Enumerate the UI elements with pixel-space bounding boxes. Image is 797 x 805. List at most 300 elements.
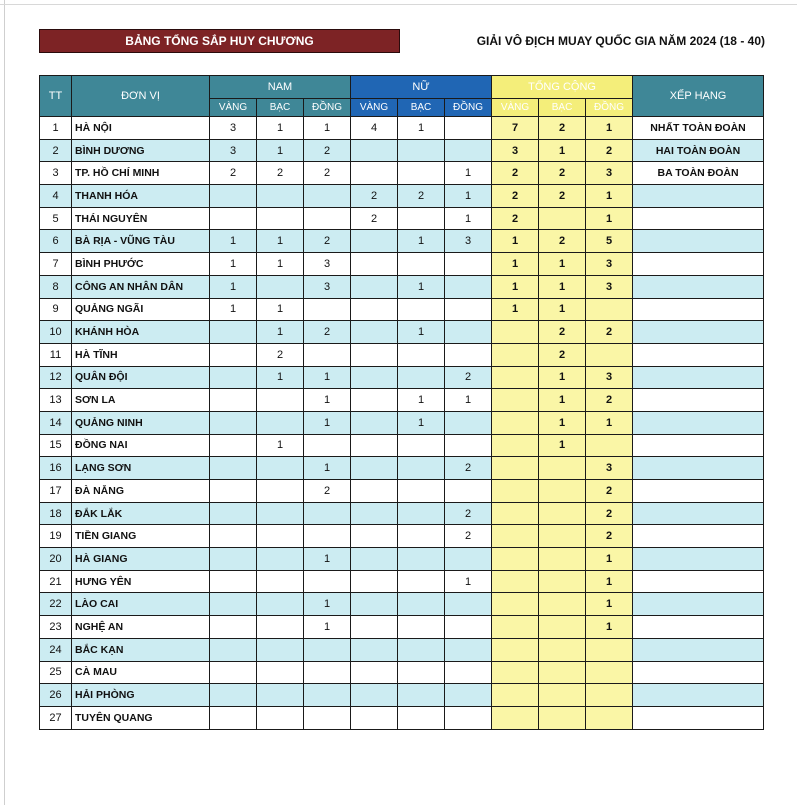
total-silver-cell: 2 [539, 117, 586, 140]
unit-name-cell: KHÁNH HÒA [72, 321, 210, 344]
men-bronze-cell [304, 684, 351, 707]
rank-number-cell: 9 [40, 298, 72, 321]
men-silver-cell [257, 185, 304, 208]
rank-number-cell: 23 [40, 616, 72, 639]
unit-name-cell: CÀ MAU [72, 661, 210, 684]
standing-label-cell [633, 684, 764, 707]
women-bronze-cell [445, 661, 492, 684]
unit-name-cell: SƠN LA [72, 389, 210, 412]
men-gold-cell [210, 616, 257, 639]
men-gold-cell: 3 [210, 117, 257, 140]
women-bronze-cell [445, 684, 492, 707]
total-silver-cell: 2 [539, 343, 586, 366]
men-bronze-cell [304, 502, 351, 525]
total-bronze-cell [586, 638, 633, 661]
table-row [40, 525, 764, 548]
header-women-bronze: ĐỒNG [445, 99, 492, 117]
total-gold-cell [492, 684, 539, 707]
rank-number-cell: 27 [40, 706, 72, 729]
women-bronze-cell: 1 [445, 162, 492, 185]
unit-name-cell: NGHỆ AN [72, 616, 210, 639]
women-gold-cell [351, 275, 398, 298]
men-bronze-cell: 2 [304, 139, 351, 162]
men-silver-cell: 1 [257, 253, 304, 276]
unit-name-cell: LẠNG SƠN [72, 457, 210, 480]
women-silver-cell [398, 593, 445, 616]
women-silver-cell [398, 616, 445, 639]
rank-number-cell: 15 [40, 434, 72, 457]
men-gold-cell [210, 480, 257, 503]
women-bronze-cell [445, 321, 492, 344]
rank-number-cell: 20 [40, 548, 72, 571]
total-silver-cell: 2 [539, 230, 586, 253]
standing-label-cell [633, 480, 764, 503]
women-bronze-cell [445, 343, 492, 366]
women-bronze-cell [445, 480, 492, 503]
medal-standings-table [39, 75, 764, 730]
total-gold-cell [492, 502, 539, 525]
men-gold-cell [210, 593, 257, 616]
total-silver-cell [539, 502, 586, 525]
total-bronze-cell: 3 [586, 253, 633, 276]
total-gold-cell: 2 [492, 207, 539, 230]
total-gold-cell: 7 [492, 117, 539, 140]
unit-name-cell: CÔNG AN NHÂN DÂN [72, 275, 210, 298]
total-bronze-cell: 5 [586, 230, 633, 253]
standing-label-cell [633, 185, 764, 208]
standing-label-cell [633, 638, 764, 661]
women-silver-cell [398, 661, 445, 684]
men-silver-cell [257, 207, 304, 230]
standing-label-cell [633, 570, 764, 593]
women-silver-cell [398, 207, 445, 230]
women-gold-cell [351, 366, 398, 389]
rank-number-cell: 18 [40, 502, 72, 525]
women-bronze-cell [445, 638, 492, 661]
unit-name-cell: BẮC KẠN [72, 638, 210, 661]
men-bronze-cell: 1 [304, 548, 351, 571]
total-silver-cell: 1 [539, 366, 586, 389]
rank-number-cell: 19 [40, 525, 72, 548]
standing-label-cell [633, 321, 764, 344]
page-edge-top [0, 4, 797, 5]
unit-name-cell: QUÂN ĐỘI [72, 366, 210, 389]
men-bronze-cell [304, 570, 351, 593]
women-bronze-cell: 2 [445, 502, 492, 525]
women-bronze-cell: 2 [445, 525, 492, 548]
men-silver-cell [257, 548, 304, 571]
total-bronze-cell: 3 [586, 366, 633, 389]
men-bronze-cell: 3 [304, 275, 351, 298]
men-bronze-cell [304, 298, 351, 321]
women-gold-cell [351, 638, 398, 661]
unit-name-cell: QUẢNG NGÃI [72, 298, 210, 321]
women-silver-cell [398, 480, 445, 503]
total-gold-cell [492, 548, 539, 571]
women-silver-cell [398, 298, 445, 321]
women-bronze-cell [445, 253, 492, 276]
unit-name-cell: HÀ NỘI [72, 117, 210, 140]
men-gold-cell: 1 [210, 230, 257, 253]
unit-name-cell: BÌNH PHƯỚC [72, 253, 210, 276]
men-bronze-cell: 1 [304, 457, 351, 480]
total-gold-cell: 1 [492, 253, 539, 276]
total-bronze-cell [586, 343, 633, 366]
table-row [40, 548, 764, 571]
header-rank: XẾP HẠNG [633, 76, 764, 117]
table-row [40, 593, 764, 616]
total-gold-cell [492, 411, 539, 434]
women-bronze-cell: 2 [445, 366, 492, 389]
standing-label-cell [633, 616, 764, 639]
women-silver-cell [398, 570, 445, 593]
men-gold-cell [210, 525, 257, 548]
men-bronze-cell: 1 [304, 366, 351, 389]
men-gold-cell [210, 434, 257, 457]
women-silver-cell [398, 457, 445, 480]
rank-number-cell: 10 [40, 321, 72, 344]
rank-number-cell: 25 [40, 661, 72, 684]
men-silver-cell: 1 [257, 139, 304, 162]
women-gold-cell [351, 298, 398, 321]
women-silver-cell [398, 638, 445, 661]
women-bronze-cell [445, 434, 492, 457]
men-silver-cell: 1 [257, 434, 304, 457]
men-bronze-cell: 1 [304, 616, 351, 639]
women-gold-cell: 2 [351, 185, 398, 208]
standing-label-cell [633, 706, 764, 729]
standing-label-cell [633, 275, 764, 298]
women-silver-cell: 1 [398, 411, 445, 434]
men-silver-cell [257, 638, 304, 661]
total-bronze-cell: 1 [586, 185, 633, 208]
total-bronze-cell: 2 [586, 502, 633, 525]
women-gold-cell [351, 480, 398, 503]
men-gold-cell [210, 185, 257, 208]
men-bronze-cell: 1 [304, 593, 351, 616]
women-bronze-cell: 2 [445, 457, 492, 480]
table-row [40, 139, 764, 162]
unit-name-cell: ĐÀ NẴNG [72, 480, 210, 503]
men-silver-cell [257, 661, 304, 684]
rank-number-cell: 16 [40, 457, 72, 480]
header-women-gold: VÀNG [351, 99, 398, 117]
women-gold-cell [351, 706, 398, 729]
table-row [40, 389, 764, 412]
rank-number-cell: 13 [40, 389, 72, 412]
women-silver-cell [398, 162, 445, 185]
women-silver-cell: 1 [398, 321, 445, 344]
women-gold-cell [351, 457, 398, 480]
women-silver-cell [398, 684, 445, 707]
total-gold-cell [492, 570, 539, 593]
table-row [40, 457, 764, 480]
women-gold-cell [351, 321, 398, 344]
men-bronze-cell: 2 [304, 321, 351, 344]
unit-name-cell: QUẢNG NINH [72, 411, 210, 434]
rank-number-cell: 12 [40, 366, 72, 389]
women-gold-cell [351, 230, 398, 253]
total-bronze-cell: 1 [586, 411, 633, 434]
total-bronze-cell: 1 [586, 593, 633, 616]
table-row [40, 162, 764, 185]
men-silver-cell [257, 411, 304, 434]
rank-number-cell: 1 [40, 117, 72, 140]
men-silver-cell [257, 502, 304, 525]
standing-label-cell [633, 389, 764, 412]
women-gold-cell [351, 139, 398, 162]
total-silver-cell: 1 [539, 434, 586, 457]
table-row [40, 275, 764, 298]
men-bronze-cell: 3 [304, 253, 351, 276]
total-silver-cell [539, 638, 586, 661]
total-silver-cell [539, 570, 586, 593]
men-gold-cell [210, 207, 257, 230]
table-row [40, 638, 764, 661]
rank-number-cell: 8 [40, 275, 72, 298]
total-silver-cell [539, 616, 586, 639]
men-gold-cell [210, 570, 257, 593]
total-silver-cell: 1 [539, 275, 586, 298]
total-silver-cell [539, 525, 586, 548]
table-row [40, 185, 764, 208]
men-silver-cell: 1 [257, 117, 304, 140]
unit-name-cell: LÀO CAI [72, 593, 210, 616]
header-unit: ĐƠN VỊ [72, 76, 210, 117]
standing-label-cell [633, 548, 764, 571]
rank-number-cell: 14 [40, 411, 72, 434]
unit-name-cell: TUYÊN QUANG [72, 706, 210, 729]
women-bronze-cell [445, 616, 492, 639]
standing-label-cell [633, 457, 764, 480]
table-row [40, 298, 764, 321]
women-bronze-cell [445, 593, 492, 616]
total-gold-cell: 1 [492, 230, 539, 253]
standing-label-cell: NHẤT TOÀN ĐOÀN [633, 117, 764, 140]
unit-name-cell: TIỀN GIANG [72, 525, 210, 548]
total-bronze-cell: 2 [586, 389, 633, 412]
women-gold-cell [351, 253, 398, 276]
unit-name-cell: BÌNH DƯƠNG [72, 139, 210, 162]
total-silver-cell [539, 593, 586, 616]
unit-name-cell: THÁI NGUYÊN [72, 207, 210, 230]
table-row [40, 570, 764, 593]
total-silver-cell [539, 480, 586, 503]
rank-number-cell: 26 [40, 684, 72, 707]
header-women-silver: BẠC [398, 99, 445, 117]
men-gold-cell [210, 389, 257, 412]
women-gold-cell: 2 [351, 207, 398, 230]
standing-label-cell [633, 502, 764, 525]
standing-label-cell [633, 525, 764, 548]
header-women: NỮ [351, 76, 492, 99]
women-gold-cell [351, 661, 398, 684]
men-silver-cell: 2 [257, 343, 304, 366]
women-silver-cell [398, 525, 445, 548]
women-gold-cell [351, 525, 398, 548]
rank-number-cell: 11 [40, 343, 72, 366]
women-gold-cell [351, 389, 398, 412]
women-bronze-cell [445, 548, 492, 571]
total-gold-cell [492, 389, 539, 412]
total-silver-cell [539, 706, 586, 729]
total-bronze-cell: 3 [586, 275, 633, 298]
women-gold-cell [351, 411, 398, 434]
total-gold-cell [492, 321, 539, 344]
total-gold-cell [492, 343, 539, 366]
women-gold-cell [351, 502, 398, 525]
men-gold-cell [210, 661, 257, 684]
total-bronze-cell: 3 [586, 457, 633, 480]
standing-label-cell [633, 411, 764, 434]
men-gold-cell [210, 638, 257, 661]
women-gold-cell [351, 616, 398, 639]
total-bronze-cell: 2 [586, 321, 633, 344]
table-row [40, 343, 764, 366]
men-silver-cell: 1 [257, 230, 304, 253]
total-silver-cell: 1 [539, 298, 586, 321]
men-gold-cell [210, 321, 257, 344]
men-bronze-cell: 2 [304, 230, 351, 253]
women-silver-cell: 1 [398, 389, 445, 412]
women-gold-cell: 4 [351, 117, 398, 140]
men-gold-cell [210, 706, 257, 729]
men-bronze-cell: 2 [304, 480, 351, 503]
rank-number-cell: 24 [40, 638, 72, 661]
men-bronze-cell: 1 [304, 389, 351, 412]
men-gold-cell: 1 [210, 253, 257, 276]
table-row [40, 502, 764, 525]
medal-table-body [40, 117, 764, 730]
standing-label-cell [633, 343, 764, 366]
table-row [40, 207, 764, 230]
rank-number-cell: 6 [40, 230, 72, 253]
women-silver-cell [398, 706, 445, 729]
men-gold-cell: 3 [210, 139, 257, 162]
total-silver-cell [539, 661, 586, 684]
men-bronze-cell [304, 661, 351, 684]
rank-number-cell: 22 [40, 593, 72, 616]
unit-name-cell: HÀ TĨNH [72, 343, 210, 366]
total-gold-cell [492, 616, 539, 639]
header-total-silver: BẠC [539, 99, 586, 117]
women-bronze-cell: 1 [445, 389, 492, 412]
medal-table-title: BẢNG TỔNG SẮP HUY CHƯƠNG [39, 29, 400, 53]
men-silver-cell [257, 275, 304, 298]
table-row [40, 480, 764, 503]
men-bronze-cell: 1 [304, 117, 351, 140]
total-gold-cell [492, 366, 539, 389]
women-gold-cell [351, 548, 398, 571]
men-bronze-cell [304, 343, 351, 366]
total-gold-cell: 3 [492, 139, 539, 162]
table-row [40, 321, 764, 344]
unit-name-cell: ĐỒNG NAI [72, 434, 210, 457]
standing-label-cell [633, 298, 764, 321]
header-total-gold: VÀNG [492, 99, 539, 117]
table-row [40, 434, 764, 457]
men-silver-cell: 1 [257, 321, 304, 344]
women-bronze-cell: 3 [445, 230, 492, 253]
total-silver-cell: 2 [539, 162, 586, 185]
men-silver-cell: 1 [257, 366, 304, 389]
total-gold-cell [492, 457, 539, 480]
men-gold-cell [210, 366, 257, 389]
total-silver-cell: 2 [539, 185, 586, 208]
header-men: NAM [210, 76, 351, 99]
men-gold-cell: 1 [210, 275, 257, 298]
standing-label-cell: BA TOÀN ĐOÀN [633, 162, 764, 185]
unit-name-cell: HÀ GIANG [72, 548, 210, 571]
men-bronze-cell [304, 207, 351, 230]
standing-label-cell [633, 253, 764, 276]
men-silver-cell [257, 706, 304, 729]
women-silver-cell: 1 [398, 117, 445, 140]
men-silver-cell [257, 389, 304, 412]
rank-number-cell: 3 [40, 162, 72, 185]
page-edge-left [4, 0, 5, 805]
women-bronze-cell [445, 117, 492, 140]
total-silver-cell: 1 [539, 411, 586, 434]
men-silver-cell [257, 684, 304, 707]
women-gold-cell [351, 570, 398, 593]
total-bronze-cell: 3 [586, 162, 633, 185]
total-bronze-cell [586, 661, 633, 684]
total-bronze-cell [586, 706, 633, 729]
header-men-bronze: ĐỒNG [304, 99, 351, 117]
women-silver-cell [398, 502, 445, 525]
total-gold-cell: 2 [492, 162, 539, 185]
women-silver-cell [398, 139, 445, 162]
women-silver-cell [398, 253, 445, 276]
total-gold-cell [492, 593, 539, 616]
rank-number-cell: 2 [40, 139, 72, 162]
men-gold-cell: 1 [210, 298, 257, 321]
standing-label-cell [633, 434, 764, 457]
table-row [40, 684, 764, 707]
header-men-silver: BẠC [257, 99, 304, 117]
table-row [40, 366, 764, 389]
women-silver-cell: 1 [398, 230, 445, 253]
standing-label-cell [633, 593, 764, 616]
men-silver-cell [257, 457, 304, 480]
men-silver-cell: 1 [257, 298, 304, 321]
women-bronze-cell [445, 275, 492, 298]
standing-label-cell [633, 207, 764, 230]
table-row [40, 230, 764, 253]
men-gold-cell [210, 411, 257, 434]
men-gold-cell [210, 548, 257, 571]
standing-label-cell: HAI TOÀN ĐOÀN [633, 139, 764, 162]
women-gold-cell [351, 162, 398, 185]
men-gold-cell [210, 457, 257, 480]
women-bronze-cell: 1 [445, 207, 492, 230]
women-silver-cell: 2 [398, 185, 445, 208]
header-total: TỔNG CỘNG [492, 76, 633, 99]
men-bronze-cell [304, 706, 351, 729]
header-tt: TT [40, 76, 72, 117]
men-gold-cell: 2 [210, 162, 257, 185]
total-silver-cell: 2 [539, 321, 586, 344]
women-bronze-cell [445, 298, 492, 321]
women-silver-cell: 1 [398, 275, 445, 298]
standing-label-cell [633, 366, 764, 389]
unit-name-cell: ĐẮK LẮK [72, 502, 210, 525]
total-bronze-cell [586, 298, 633, 321]
total-bronze-cell [586, 434, 633, 457]
table-row [40, 661, 764, 684]
total-gold-cell: 1 [492, 298, 539, 321]
